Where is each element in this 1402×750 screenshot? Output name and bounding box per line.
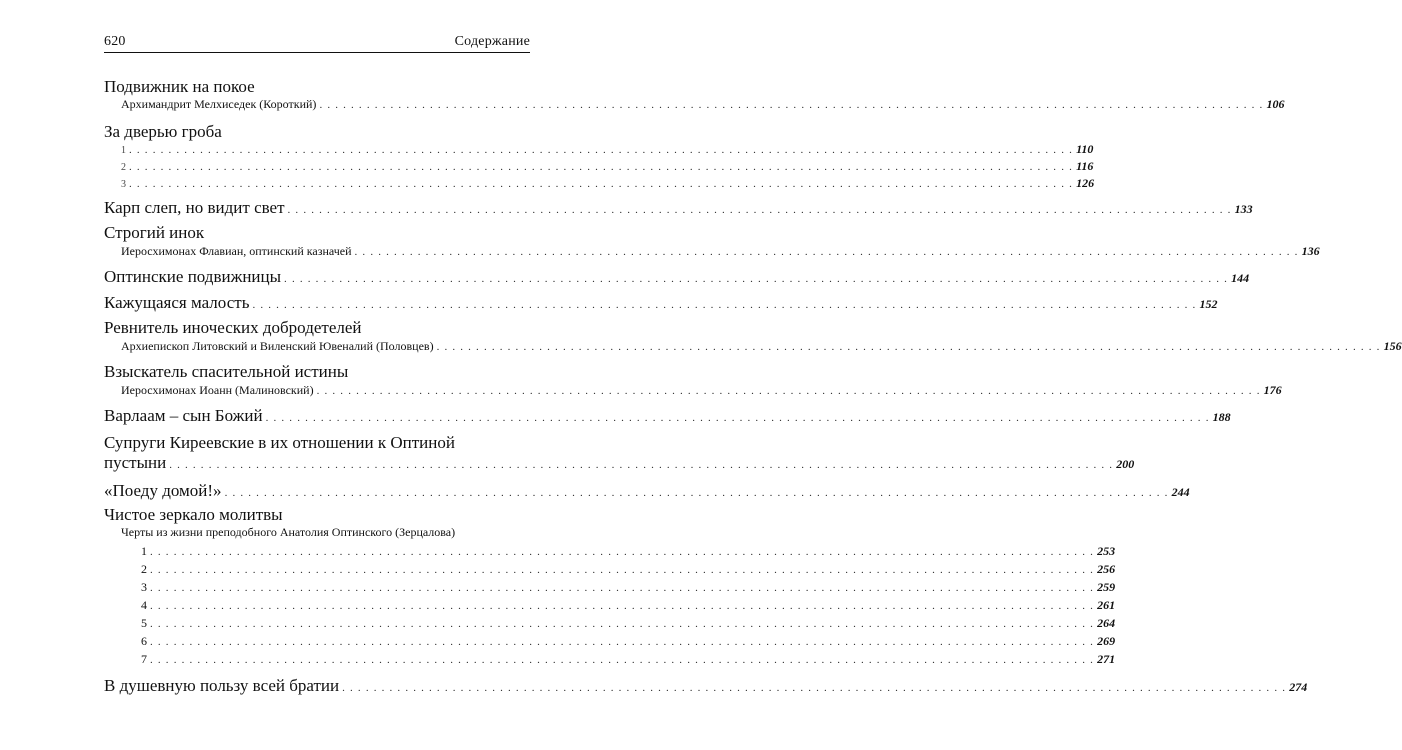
dot-leader: . . . . . . . . . . . . . . . . . . . . . . . . . . . . . . . . . . . . . . . . . . . . . . . . . . . . . . . . . . . . . . . . . . . . . . . . . . . . . . . . . . . . . . . . . . . . . . . . . . . . . . . . . . . . . . . . . . . . . . . . (150, 636, 1095, 648)
toc-title: Карп слеп, но видит свет (104, 198, 285, 217)
toc-author: Иеросхимонах Иоанн (Малиновский) (121, 383, 314, 397)
part-number: 7 (141, 652, 147, 666)
toc-page: 133 (1234, 202, 1253, 216)
toc-entry[interactable] (121, 383, 1282, 398)
toc-page: 110 (1076, 142, 1094, 156)
toc-part[interactable] (141, 598, 1116, 613)
toc-page: 271 (1097, 652, 1116, 666)
dot-leader: . . . . . . . . . . . . . . . . . . . . . . . . . . . . . . . . . . . . . . . . . . . . . . . . . . . . . . . . . . . . . . . . . . . . . . . . . . . . . . . . . . . . . . . . . . . . . . . . . . . . . . . . . . . . . . . . . . . . . . . . (354, 246, 1299, 258)
dot-leader: . . . . . . . . . . . . . . . . . . . . . . . . . . . . . . . . . . . . . . . . . . . . . . . . . . . . . . . . . . . . . . . . . . . . . . . . . . . . . . . . . . . . . . . . . . . . . . . . . . . . . . . . . . . . . . . . . . . . . . . . (224, 487, 1169, 499)
dot-leader: . . . . . . . . . . . . . . . . . . . . . . . . . . . . . . . . . . . . . . . . . . . . . . . . . . . . . . . . . . . . . . . . . . . . . . . . . . . . . . . . . . . . . . . . . . . . . . . . . . . . . . . . . . . . . . . . . . . . . . . . (436, 341, 1381, 353)
toc-title: «Поеду домой!» (104, 481, 222, 500)
dot-leader: . . . . . . . . . . . . . . . . . . . . . . . . . . . . . . . . . . . . . . . . . . . . . . . . . . . . . . . . . . . . . . . . . . . . . . . . . . . . . . . . . . . . . . . . . . . . . . . . . . . . . . . . . . . . . . . . . . . . . . . . (150, 582, 1095, 594)
toc-title: Подвижник на покое (104, 77, 255, 96)
dot-leader: . . . . . . . . . . . . . . . . . . . . . . . . . . . . . . . . . . . . . . . . . . . . . . . . . . . . . . . . . . . . . . . . . . . . . . . . . . . . . . . . . . . . . . . . . . . . . . . . . . . . . . . . . . . . . . . . . . . . . . . . (252, 299, 1197, 311)
toc-entry[interactable] (104, 267, 1250, 287)
toc-title: Варлаам – сын Божий (104, 406, 263, 425)
toc-author: Архимандрит Мелхиседек (Короткий) (121, 97, 317, 111)
toc-part[interactable] (141, 652, 1116, 667)
toc-author: Архиепископ Литовский и Виленский Ювеналий (Половцев) (121, 339, 434, 353)
dot-leader: . . . . . . . . . . . . . . . . . . . . . . . . . . . . . . . . . . . . . . . . . . . . . . . . . . . . . . . . . . . . . . . . . . . . . . . . . . . . . . . . . . . . . . . . . . . . . . . . . . . . . . . . . . . . . . . . . . . . . . . . (129, 161, 1074, 173)
toc-page: 261 (1097, 598, 1116, 612)
toc-entry[interactable] (104, 453, 1135, 473)
part-number: 2 (121, 162, 126, 173)
toc-author: Иеросхимонах Флавиан, оптинский казначей (121, 244, 352, 258)
toc-page: 274 (1289, 680, 1308, 694)
toc-page: 253 (1097, 544, 1116, 558)
dot-leader: . . . . . . . . . . . . . . . . . . . . . . . . . . . . . . . . . . . . . . . . . . . . . . . . . . . . . . . . . . . . . . . . . . . . . . . . . . . . . . . . . . . . . . . . . . . . . . . . . . . . . . . . . . . . . . . . . . . . . . . . (284, 273, 1229, 285)
toc-entry[interactable] (104, 198, 1253, 218)
toc-entry[interactable] (104, 676, 1308, 696)
toc-page: 200 (1116, 457, 1135, 471)
toc-part[interactable] (121, 159, 1094, 174)
part-number: 5 (141, 616, 147, 630)
header-rule (104, 52, 530, 53)
toc-part[interactable] (141, 634, 1116, 649)
dot-leader: . . . . . . . . . . . . . . . . . . . . . . . . . . . . . . . . . . . . . . . . . . . . . . . . . . . . . . . . . . . . . . . . . . . . . . . . . . . . . . . . . . . . . . . . . . . . . . . . . . . . . . . . . . . . . . . . . . . . . . . . (316, 385, 1261, 397)
toc-page: 244 (1171, 485, 1190, 499)
toc-entry[interactable] (104, 293, 1218, 313)
toc-subtitle: Черты из жизни преподобного Анатолия Оптинского (Зерцалова) (121, 525, 456, 539)
toc-page: 188 (1212, 410, 1231, 424)
dot-leader: . . . . . . . . . . . . . . . . . . . . . . . . . . . . . . . . . . . . . . . . . . . . . . . . . . . . . . . . . . . . . . . . . . . . . . . . . . . . . . . . . . . . . . . . . . . . . . . . . . . . . . . . . . . . . . . . . . . . . . . . (319, 99, 1264, 111)
section-title: Содержание (454, 34, 530, 49)
toc-page: 259 (1097, 580, 1116, 594)
toc-title-line: пустыни (104, 453, 167, 472)
dot-leader: . . . . . . . . . . . . . . . . . . . . . . . . . . . . . . . . . . . . . . . . . . . . . . . . . . . . . . . . . . . . . . . . . . . . . . . . . . . . . . . . . . . . . . . . . . . . . . . . . . . . . . . . . . . . . . . . . . . . . . . . (150, 564, 1095, 576)
toc-page: 106 (1266, 97, 1285, 111)
page-number: 620 (104, 34, 126, 49)
running-head (104, 30, 530, 50)
toc-entry[interactable] (104, 406, 1231, 426)
dot-leader: . . . . . . . . . . . . . . . . . . . . . . . . . . . . . . . . . . . . . . . . . . . . . . . . . . . . . . . . . . . . . . . . . . . . . . . . . . . . . . . . . . . . . . . . . . . . . . . . . . . . . . . . . . . . . . . . . . . . . . . . (150, 546, 1095, 558)
part-number: 4 (141, 598, 147, 612)
part-number: 1 (121, 145, 126, 156)
toc-part[interactable] (121, 176, 1095, 191)
dot-leader: . . . . . . . . . . . . . . . . . . . . . . . . . . . . . . . . . . . . . . . . . . . . . . . . . . . . . . . . . . . . . . . . . . . . . . . . . . . . . . . . . . . . . . . . . . . . . . . . . . . . . . . . . . . . . . . . . . . . . . . . (150, 618, 1095, 630)
toc-part[interactable] (141, 544, 1116, 559)
toc-title: Взыскатель спасительной истины (104, 362, 349, 381)
toc-entry[interactable] (121, 339, 1402, 354)
dot-leader: . . . . . . . . . . . . . . . . . . . . . . . . . . . . . . . . . . . . . . . . . . . . . . . . . . . . . . . . . . . . . . . . . . . . . . . . . . . . . . . . . . . . . . . . . . . . . . . . . . . . . . . . . . . . . . . . . . . . . . . . (150, 600, 1095, 612)
toc-title: Кажущаяся малость (104, 293, 250, 312)
toc-title: Строгий инок (104, 223, 205, 242)
toc-page: 126 (1076, 176, 1095, 190)
toc-title: Ревнитель иноческих добродетелей (104, 318, 362, 337)
part-number: 2 (141, 562, 147, 576)
toc-entry[interactable] (104, 481, 1190, 501)
toc-title: Чистое зеркало молитвы (104, 505, 283, 524)
toc-entry[interactable] (121, 97, 1285, 112)
part-number: 6 (141, 634, 147, 648)
part-number: 3 (141, 580, 147, 594)
dot-leader: . . . . . . . . . . . . . . . . . . . . . . . . . . . . . . . . . . . . . . . . . . . . . . . . . . . . . . . . . . . . . . . . . . . . . . . . . . . . . . . . . . . . . . . . . . . . . . . . . . . . . . . . . . . . . . . . . . . . . . . . (169, 459, 1114, 471)
toc-page: 144 (1231, 271, 1250, 285)
toc-entry[interactable] (121, 244, 1320, 259)
toc-page: 176 (1263, 383, 1282, 397)
dot-leader: . . . . . . . . . . . . . . . . . . . . . . . . . . . . . . . . . . . . . . . . . . . . . . . . . . . . . . . . . . . . . . . . . . . . . . . . . . . . . . . . . . . . . . . . . . . . . . . . . . . . . . . . . . . . . . . . . . . . . . . . (129, 178, 1074, 190)
toc-part[interactable] (141, 580, 1116, 595)
toc-part[interactable] (141, 562, 1116, 577)
dot-leader: . . . . . . . . . . . . . . . . . . . . . . . . . . . . . . . . . . . . . . . . . . . . . . . . . . . . . . . . . . . . . . . . . . . . . . . . . . . . . . . . . . . . . . . . . . . . . . . . . . . . . . . . . . . . . . . . . . . . . . . . (287, 204, 1232, 216)
toc-page: 269 (1097, 634, 1116, 648)
toc-title: Оптинские подвижницы (104, 267, 282, 286)
toc-title: В душевную пользу всей братии (104, 676, 340, 695)
dot-leader: . . . . . . . . . . . . . . . . . . . . . . . . . . . . . . . . . . . . . . . . . . . . . . . . . . . . . . . . . . . . . . . . . . . . . . . . . . . . . . . . . . . . . . . . . . . . . . . . . . . . . . . . . . . . . . . . . . . . . . . . (342, 682, 1287, 694)
toc-page: 152 (1199, 297, 1218, 311)
toc-page: 136 (1301, 244, 1320, 258)
toc-page: 116 (1076, 159, 1094, 173)
toc-title: За дверью гроба (104, 122, 222, 141)
dot-leader: . . . . . . . . . . . . . . . . . . . . . . . . . . . . . . . . . . . . . . . . . . . . . . . . . . . . . . . . . . . . . . . . . . . . . . . . . . . . . . . . . . . . . . . . . . . . . . . . . . . . . . . . . . . . . . . . . . . . . . . . (129, 144, 1074, 156)
part-number: 3 (121, 179, 126, 190)
toc-part[interactable] (141, 616, 1116, 631)
dot-leader: . . . . . . . . . . . . . . . . . . . . . . . . . . . . . . . . . . . . . . . . . . . . . . . . . . . . . . . . . . . . . . . . . . . . . . . . . . . . . . . . . . . . . . . . . . . . . . . . . . . . . . . . . . . . . . . . . . . . . . . . (265, 412, 1210, 424)
toc-part[interactable] (121, 142, 1094, 157)
toc-page: 256 (1097, 562, 1116, 576)
dot-leader: . . . . . . . . . . . . . . . . . . . . . . . . . . . . . . . . . . . . . . . . . . . . . . . . . . . . . . . . . . . . . . . . . . . . . . . . . . . . . . . . . . . . . . . . . . . . . . . . . . . . . . . . . . . . . . . . . . . . . . . . (150, 654, 1095, 666)
part-number: 1 (141, 544, 147, 558)
toc-title-line: Супруги Киреевские в их отношении к Оптиной (104, 433, 455, 452)
toc-page: 264 (1097, 616, 1116, 630)
toc-page: 156 (1383, 339, 1402, 353)
